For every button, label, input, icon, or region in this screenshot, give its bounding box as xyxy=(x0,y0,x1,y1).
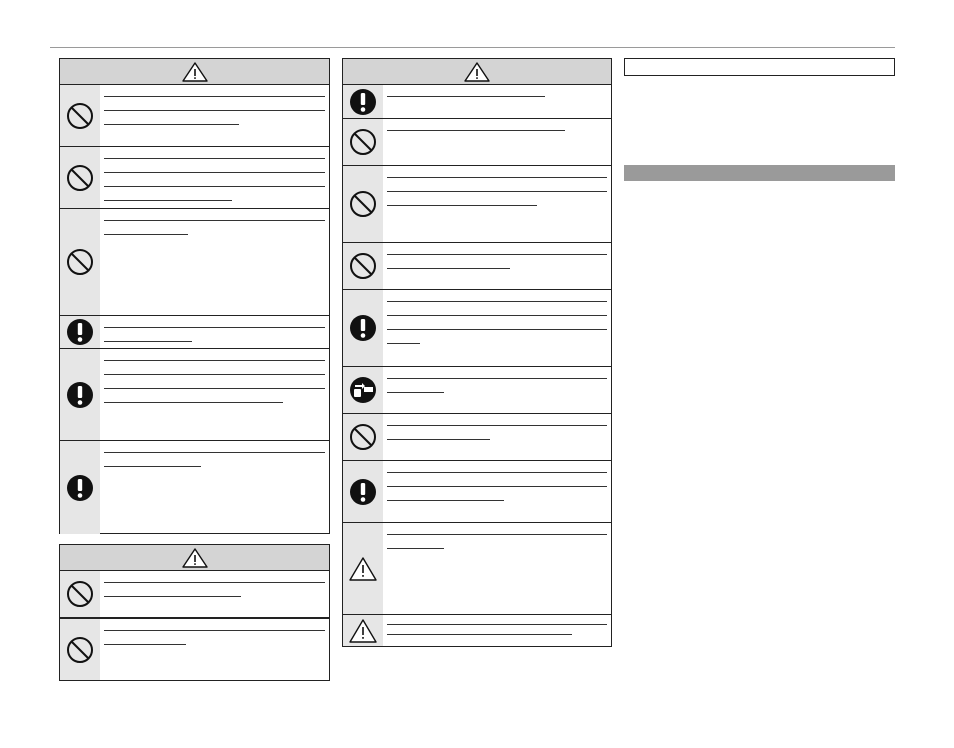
item-text xyxy=(383,243,611,289)
icon-cell xyxy=(60,619,100,680)
icon-cell xyxy=(343,414,383,460)
item-text xyxy=(100,147,329,208)
mandatory-action-icon xyxy=(349,88,377,116)
warning-item xyxy=(343,523,611,615)
icon-cell xyxy=(343,119,383,165)
item-text xyxy=(383,290,611,366)
warning-panel-middle xyxy=(342,58,612,647)
warning-item xyxy=(343,85,611,119)
icon-cell xyxy=(343,85,383,118)
icon-cell xyxy=(343,523,383,614)
warning-item xyxy=(60,147,329,209)
item-text xyxy=(383,461,611,522)
item-text xyxy=(383,615,611,646)
mandatory-action-icon xyxy=(66,474,94,502)
warning-item xyxy=(343,615,611,646)
warning-item xyxy=(343,414,611,461)
icon-cell xyxy=(343,615,383,646)
warning-panel-left-top xyxy=(59,58,330,534)
right-ruled-box xyxy=(624,58,895,76)
warning-item xyxy=(60,316,329,349)
warning-item xyxy=(343,119,611,166)
warning-item xyxy=(60,209,329,316)
icon-cell xyxy=(60,147,100,208)
prohibition-icon xyxy=(348,422,378,452)
top-rule xyxy=(50,47,895,48)
icon-cell xyxy=(60,209,100,315)
prohibition-icon xyxy=(65,101,95,131)
warning-item xyxy=(60,349,329,441)
item-text xyxy=(100,571,329,617)
item-text xyxy=(383,523,611,614)
warning-triangle-icon xyxy=(181,61,209,83)
icon-cell xyxy=(60,571,100,617)
warning-item xyxy=(343,367,611,414)
item-text xyxy=(100,619,329,680)
icon-cell xyxy=(60,316,100,348)
item-text xyxy=(100,441,329,534)
item-text xyxy=(383,119,611,165)
icon-cell xyxy=(60,441,100,534)
icon-cell xyxy=(343,461,383,522)
item-text xyxy=(100,316,329,348)
warning-item xyxy=(343,243,611,290)
warning-triangle-icon xyxy=(181,547,209,569)
warning-item xyxy=(343,290,611,367)
prohibition-icon xyxy=(65,635,95,665)
warning-item xyxy=(60,85,329,147)
unplug-icon xyxy=(349,376,377,404)
icon-cell xyxy=(60,349,100,440)
mandatory-action-icon xyxy=(66,318,94,346)
mandatory-action-icon xyxy=(349,314,377,342)
item-text xyxy=(383,414,611,460)
item-text xyxy=(383,85,611,118)
mandatory-action-icon xyxy=(66,381,94,409)
warning-item xyxy=(60,571,329,619)
panel-header xyxy=(60,545,329,571)
prohibition-icon xyxy=(65,247,95,277)
section-bar xyxy=(624,165,895,181)
item-text xyxy=(100,349,329,440)
warning-panel-left-bottom xyxy=(59,544,330,681)
icon-cell xyxy=(343,166,383,242)
icon-cell xyxy=(60,85,100,146)
prohibition-icon xyxy=(348,127,378,157)
warning-triangle-icon xyxy=(463,61,491,83)
icon-cell xyxy=(343,243,383,289)
item-text xyxy=(100,209,329,315)
icon-cell xyxy=(343,290,383,366)
item-text xyxy=(383,166,611,242)
prohibition-icon xyxy=(348,189,378,219)
item-text xyxy=(100,85,329,146)
warning-item xyxy=(60,441,329,534)
warning-item xyxy=(343,461,611,523)
mandatory-action-icon xyxy=(349,478,377,506)
prohibition-icon xyxy=(65,163,95,193)
item-text xyxy=(383,367,611,413)
caution-triangle-icon xyxy=(348,556,378,582)
prohibition-icon xyxy=(348,251,378,281)
panel-header xyxy=(343,59,611,85)
warning-item xyxy=(60,619,329,680)
caution-triangle-icon xyxy=(348,618,378,644)
warning-item xyxy=(343,166,611,243)
panel-header xyxy=(60,59,329,85)
prohibition-icon xyxy=(65,579,95,609)
icon-cell xyxy=(343,367,383,413)
